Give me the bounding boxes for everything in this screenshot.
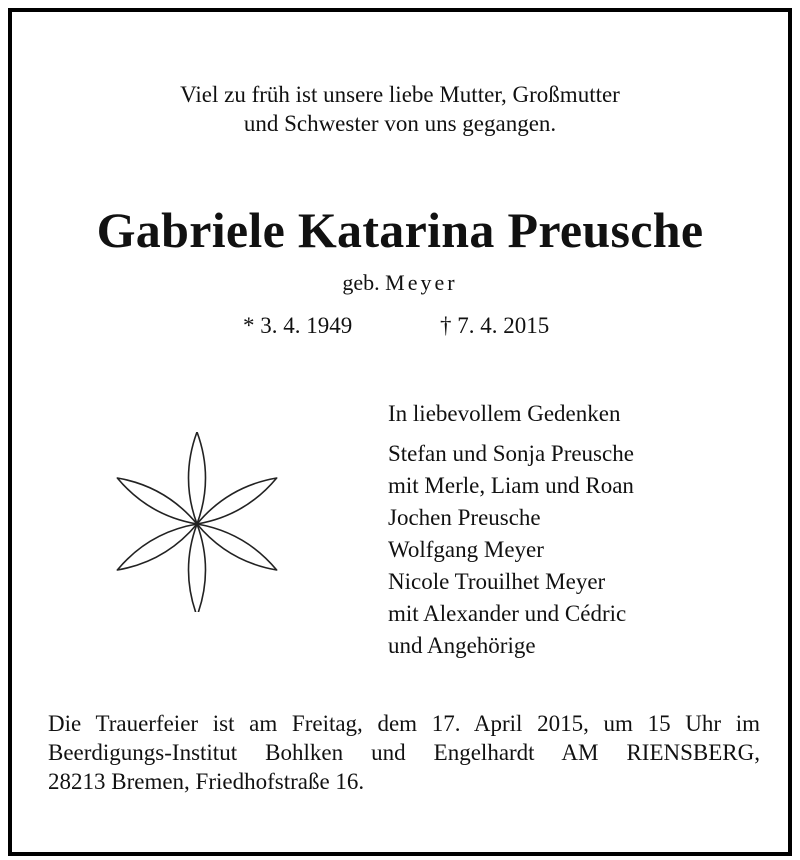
family-heading: In liebevollem Gedenken [388,401,621,426]
maiden-prefix: geb. [342,270,380,295]
intro-line-1: Viel zu früh ist unsere liebe Mutter, Großmutter [180,82,620,107]
service-line-2: Beerdigungs-Institut Bohlken und Engelhardt AM RIENSBERG, [48,740,760,765]
flower-petal [189,432,206,524]
service-line-1: Die Trauerfeier ist am Freitag, dem 17. April 2015, um 15 Uhr im [48,711,760,736]
family-member: und Angehörige [388,633,536,658]
obituary-notice [8,8,792,856]
maiden-name-line [12,269,788,297]
intro-line-2: und Schwester von uns gegangen. [243,111,557,136]
family-member: Nicole Trouilhet Meyer [388,569,606,594]
family-member: Stefan und Sonja Preusche [388,441,634,466]
flower-petal [189,524,206,612]
maiden-name: Meyer [385,270,458,295]
service-line-3: 28213 Bremen, Friedhofstraße 16. [48,769,365,794]
family-member: Jochen Preusche [388,505,541,530]
family-member: mit Alexander und Cédric [388,601,627,626]
birth-date: * 3. 4. 1949 [243,313,353,338]
death-date: † 7. 4. 2015 [440,313,550,338]
family-member: Wolfgang Meyer [388,537,544,562]
service-info [48,709,760,796]
family-member: mit Merle, Liam und Roan [388,473,634,498]
deceased-name: Gabriele Katarina Preusche [96,202,704,258]
family-block [388,398,634,662]
flower-icon [112,432,282,612]
